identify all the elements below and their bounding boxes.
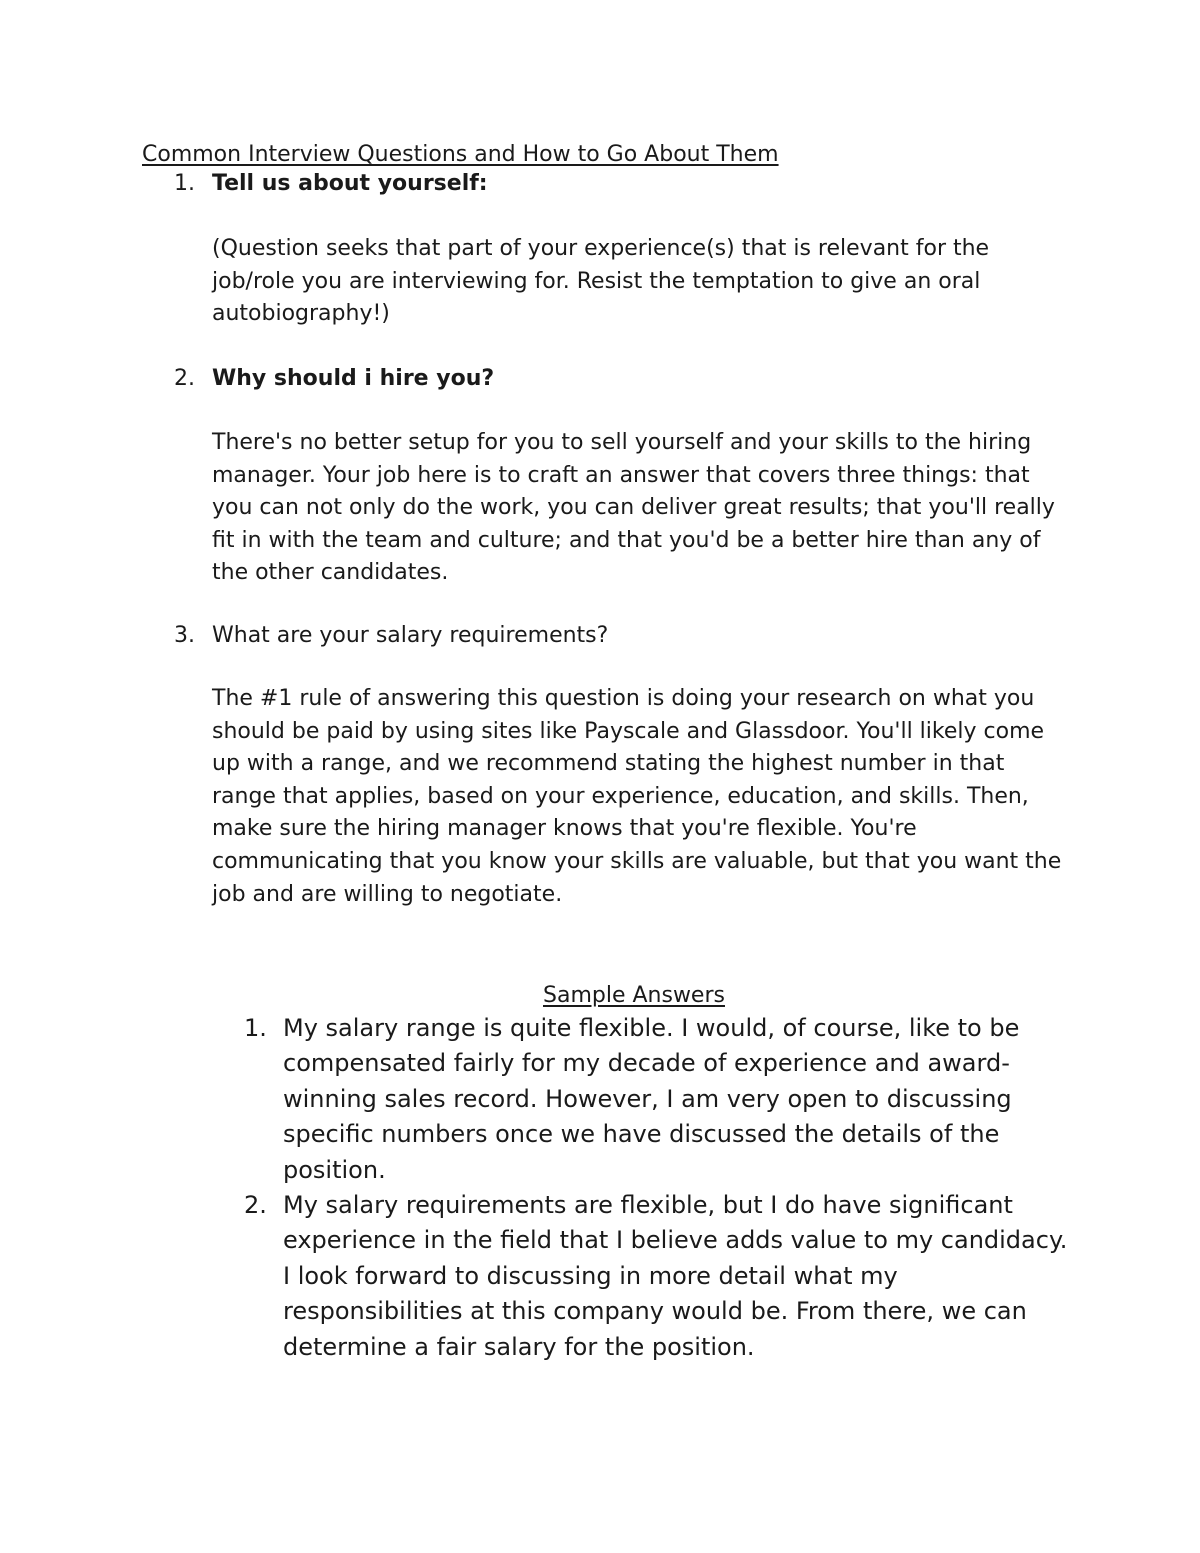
question-answer: (Question seeks that part of your experience(s) that is relevant for the job/role you are interviewing for. Resist the temptation to give an oral autobiography!) bbox=[212, 236, 990, 327]
question-heading: What are your salary requirements? bbox=[212, 623, 609, 648]
question-number: 3. bbox=[174, 623, 195, 648]
sample-answer-number: 1. bbox=[244, 1014, 267, 1042]
document-title: Common Interview Questions and How to Go About Them bbox=[142, 142, 779, 167]
question-heading: Why should i hire you? bbox=[212, 366, 495, 391]
question-answer: There's no better setup for you to sell yourself and your skills to the hiring manager. Your job here is to craft an answer that covers three things: that you can not only do the work, you can deliver great results; that you'll really fit in with the team and culture; and that you'd be a better hire than any of the other candidates. bbox=[212, 430, 1055, 586]
question-number: 2. bbox=[174, 366, 195, 391]
sample-answers-heading: Sample Answers bbox=[543, 983, 725, 1008]
question-answer: The #1 rule of answering this question is doing your research on what you should be paid by using sites like Payscale and Glassdoor. You'll likely come up with a range, and we recommend stating the highest number in that range that applies, based on your experience, education, and skills. Then, make sure the hiring manager knows that you're flexible. You're communicating that you know your skills are valuable, but that you want the job and are willing to negotiate. bbox=[212, 686, 1062, 907]
question-number: 1. bbox=[174, 171, 195, 196]
sample-answer-text: My salary range is quite flexible. I would, of course, like to be compensated fairly for my decade of experience and award-winning sales record. However, I am very open to discussing specific numbers once we have discussed the details of the position. bbox=[283, 1014, 1020, 1184]
sample-answer-number: 2. bbox=[244, 1191, 267, 1219]
sample-answer-text: My salary requirements are flexible, but I do have significant experience in the field that I believe adds value to my candidacy. I look forward to discussing in more detail what my responsibilities at this company would be. From there, we can determine a fair salary for the position. bbox=[283, 1191, 1068, 1361]
question-heading: Tell us about yourself: bbox=[212, 171, 488, 196]
